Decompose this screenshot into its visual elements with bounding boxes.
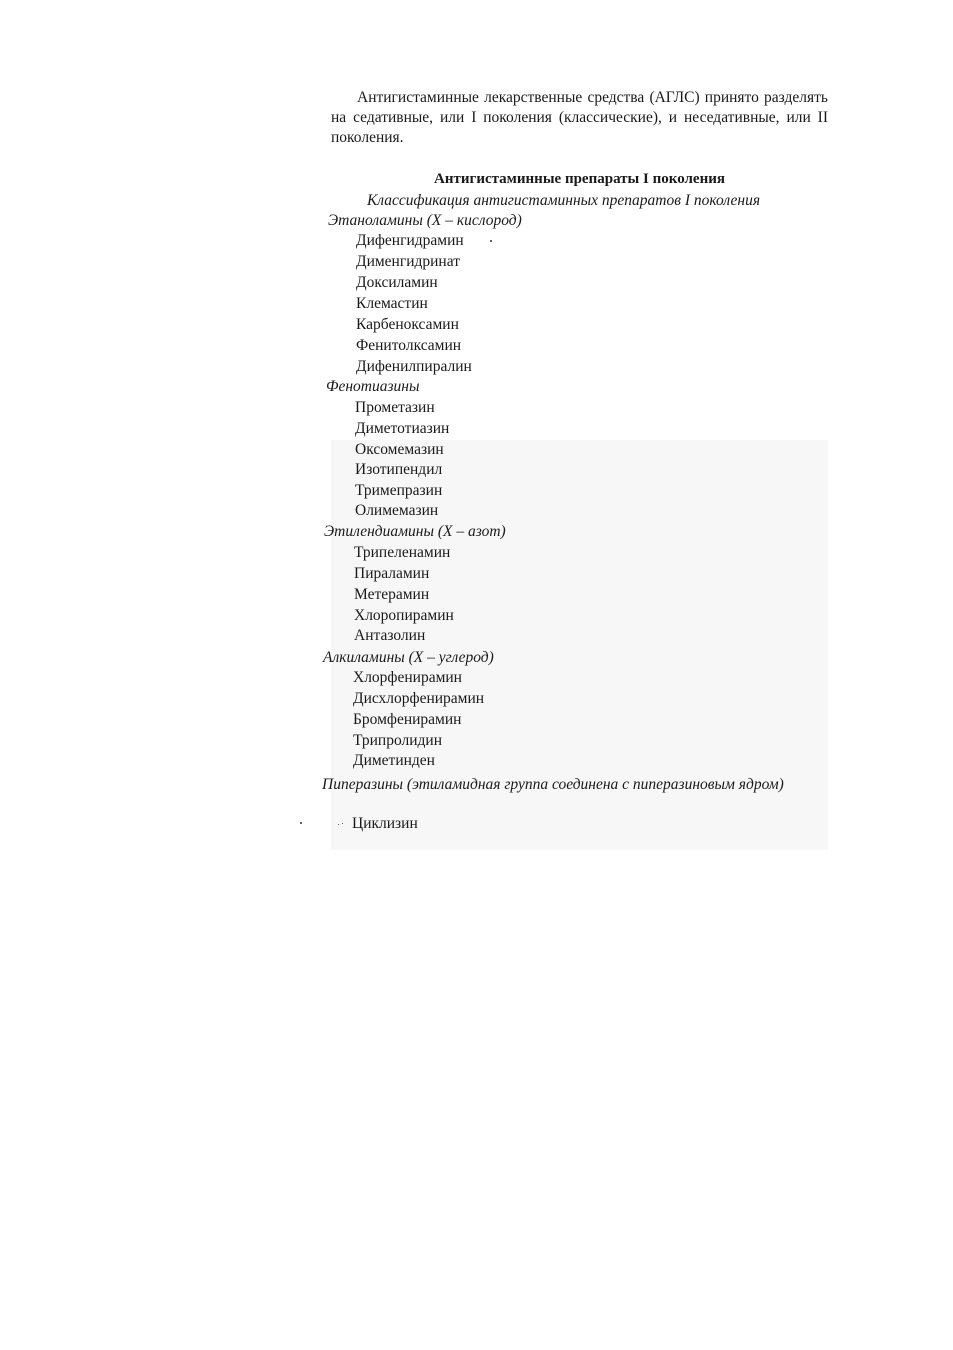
drug-item: Диметинден [353, 752, 435, 769]
drug-item: Дифенилпиралин [356, 358, 472, 375]
group-title-alkylamines: Алкиламины (Х – углерод) [323, 649, 494, 666]
scan-speck [342, 823, 343, 824]
group-title-ethylenediamines: Этилендиамины (Х – азот) [324, 523, 506, 540]
group-title-phenothiazines: Фенотиазины [326, 378, 420, 395]
drug-item: Антазолин [354, 627, 426, 644]
drug-item: Дифенгидрамин [356, 232, 464, 249]
drug-item: Прометазин [355, 399, 435, 416]
drug-item: Дименгидринат [356, 253, 460, 270]
group-title-ethanolamines: Этаноламины (Х – кислород) [328, 212, 522, 229]
drug-item: Изотипендил [355, 461, 443, 478]
scan-speck [338, 824, 339, 825]
drug-item: Олимемазин [355, 502, 439, 519]
drug-item: Доксиламин [356, 274, 438, 291]
drug-item: Пираламин [354, 565, 430, 582]
scan-speck [490, 240, 492, 242]
drug-item: Трипролидин [353, 732, 443, 749]
intro-paragraph: Антигистаминные лекарственные средства (АГЛС) принято разделять на седативные, или I поколения (классические), и неседативные, или II поколения. [331, 89, 828, 146]
drug-item: Бромфенирамин [353, 711, 462, 728]
scan-speck [300, 822, 302, 824]
section-heading: Антигистаминные препараты I поколения [434, 171, 725, 187]
drug-item: Хлоропирамин [354, 607, 454, 624]
drug-item: Карбеноксамин [356, 316, 459, 333]
drug-item: Клемастин [356, 295, 428, 312]
drug-item: Оксомемазин [355, 441, 444, 458]
drug-item: Хлорфенирамин [353, 669, 462, 686]
drug-item: Дисхлорфенирамин [353, 690, 485, 707]
drug-item: Фенитолксамин [356, 337, 462, 354]
drug-item: Метерамин [354, 586, 430, 603]
drug-item: Циклизин [352, 815, 418, 832]
drug-item: Диметотиазин [355, 420, 450, 437]
classification-subtitle: Классификация антигистаминных препаратов I поколения [367, 192, 761, 209]
group-title-piperazines: Пиперазины (этиламидная группа соединена с пиперазиновым ядром) [322, 776, 784, 793]
drug-item: Тримепразин [355, 482, 443, 499]
drug-item: Трипеленамин [354, 544, 451, 561]
